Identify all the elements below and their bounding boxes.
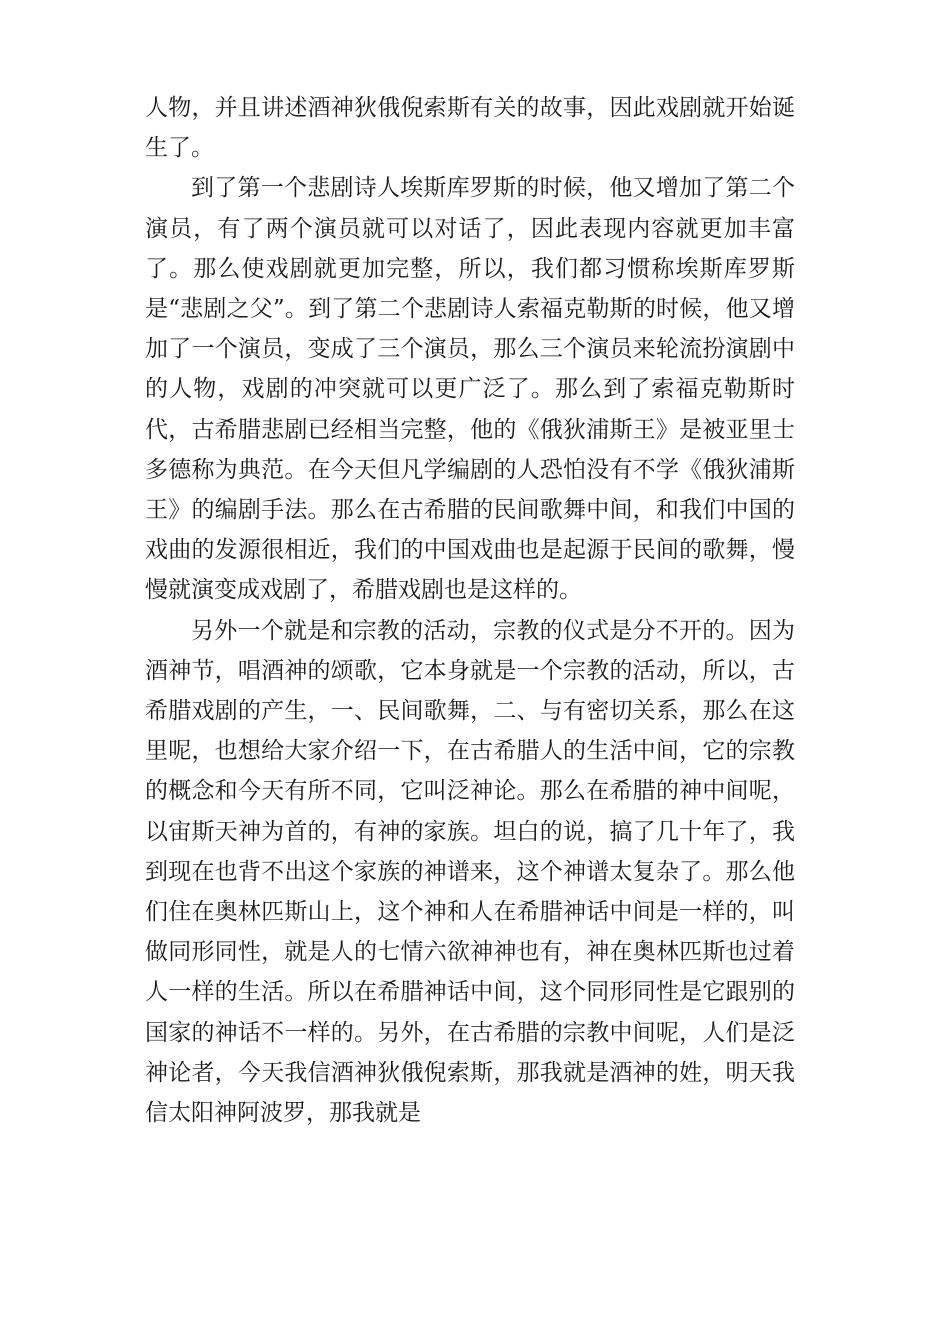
body-text (145, 88, 795, 1133)
paragraph-3: 另外一个就是和宗教的活动，宗教的仪式是分不开的。因为酒神节，唱酒神的颂歌，它本身就是一个宗教的活动，所以，古希腊戏剧的产生，一、民间歌舞，二、与有密切关系，那么在这里呢，也想给大家介绍一下，在古希腊人的生活中间，它的宗教的概念和今天有所不同，它叫泛神论。那么在希腊的神中间呢，以宙斯天神为首的，有神的家族。坦白的说，搞了几十年了，我到现在也背不出这个家族的神谱来，这个神谱太复杂了。那么他们住在奥林匹斯山上，这个神和人在希腊神话中间是一样的，叫做同形同性，就是人的七情六欲神神也有，神在奥林匹斯也过着人一样的生活。所以在希腊神话中间，这个同形同性是它跟别的国家的神话不一样的。另外，在古希腊的宗教中间呢，人们是泛神论者，今天我信酒神狄俄倪索斯，那我就是酒神的姓，明天我信太阳神阿波罗，那我就是 (145, 617, 795, 1127)
paragraph-1: 人物，并且讲述酒神狄俄倪索斯有关的故事，因此戏剧就开始诞生了。 (145, 95, 795, 162)
paragraph-2: 到了第一个悲剧诗人埃斯库罗斯的时候，他又增加了第二个演员，有了两个演员就可以对话了，因此表现内容就更加丰富了。那么使戏剧就更加完整，所以，我们都习惯称埃斯库罗斯是“悲剧之父”。到了第二个悲剧诗人索福克勒斯的时候，他又增加了一个演员，变成了三个演员，那么三个演员来轮流扮演剧中的人物，戏剧的冲突就可以更广泛了。那么到了索福克勒斯时代，古希腊悲剧已经相当完整，他的《俄狄浦斯王》是被亚里士多德称为典范。在今天但凡学编剧的人恐怕没有不学《俄狄浦斯王》的编剧手法。那么在古希腊的民间歌舞中间，和我们中国的戏曲的发源很相近，我们的中国戏曲也是起源于民间的歌舞，慢慢就演变成戏剧了，希腊戏剧也是这样的。 (145, 175, 795, 604)
